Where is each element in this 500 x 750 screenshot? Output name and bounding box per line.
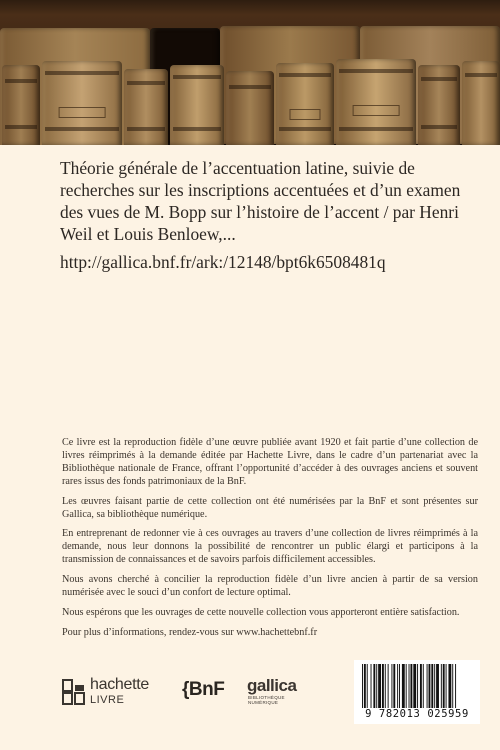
- description-paragraph: Pour plus d’informations, rendez-vous sur www.hachettebnf.fr: [62, 626, 318, 638]
- book-spine: [170, 65, 224, 145]
- barcode-icon: [362, 664, 472, 708]
- barcode-bar: [434, 664, 435, 708]
- hachette-h-icon: [62, 679, 86, 705]
- barcode-bar: [382, 664, 384, 708]
- book-spine: [336, 59, 416, 145]
- book-spine: [418, 65, 460, 145]
- description-paragraph: Ce livre est la reproduction fidèle d’une œuvre publiée avant 1920 et fait partie d’une collection de livres réimprimés à la demande éditée par Hachette Livre, dans le cadre d’un partenariat avec la Bibliothèque nationale de France, offrant l’opportunité d’accéder à des ouvrages anciens et souvent rares issus des fonds patrimoniaux de la BnF.: [62, 437, 478, 487]
- barcode-bar: [385, 664, 386, 708]
- collection-description: [62, 437, 478, 647]
- barcode-bar: [373, 664, 375, 708]
- barcode-bar: [402, 664, 405, 708]
- book-spine: [462, 61, 500, 145]
- hachette-livre-logo: [62, 676, 172, 710]
- book-spine: [276, 63, 334, 145]
- barcode-bar: [431, 664, 433, 708]
- barcode-bar: [364, 664, 366, 708]
- barcode-bar: [429, 664, 431, 708]
- book-spine: [2, 65, 40, 145]
- barcode-bar: [410, 664, 412, 708]
- barcode-bar: [423, 664, 424, 708]
- barcode-bar: [448, 664, 451, 708]
- barcode-bar: [436, 664, 439, 708]
- barcode-bar: [399, 664, 400, 708]
- description-paragraph: Nous espérons que les ouvrages de cette nouvelle collection vous apporteront entière satisfaction.: [62, 606, 460, 618]
- barcode-bar: [388, 664, 389, 708]
- barcode-bar: [417, 664, 418, 708]
- gallica-url[interactable]: http://gallica.bnf.fr/ark:/12148/bpt6k6508481q: [60, 252, 386, 272]
- gallica-logo: [247, 676, 307, 710]
- description-paragraph: En entreprenant de redonner vie à ces ouvrages au travers d’une collection de livres réimprimés à la demande, nous leur donnons la possibilité de rencontrer un public élargi et participons à la transmission de connaissances et de savoirs parfois difficilement accessibles.: [62, 528, 478, 566]
- barcode-bar: [362, 664, 363, 708]
- barcode-bar: [427, 664, 428, 708]
- bnf-logo: {BnF: [182, 679, 225, 700]
- gallica-sub: BIBLIOTHÈQUE NUMÉRIQUE: [248, 695, 285, 705]
- gallica-word: gallica: [247, 676, 297, 695]
- barcode-bar: [367, 664, 368, 708]
- barcode-bar: [393, 664, 395, 708]
- barcode-bar: [452, 664, 453, 708]
- barcode-bar: [406, 664, 407, 708]
- barcode-bar: [413, 664, 416, 708]
- hachette-name: hachette: [90, 676, 149, 693]
- barcode-bar: [420, 664, 422, 708]
- hachette-sub: LIVRE: [90, 694, 125, 706]
- barcode-bar: [446, 664, 447, 708]
- barcode-bar: [409, 664, 410, 708]
- barcode-bar: [397, 664, 398, 708]
- book-spine: [42, 61, 122, 145]
- book-spine: [124, 69, 168, 145]
- barcode-bar: [376, 664, 377, 708]
- description-paragraph: Les œuvres faisant partie de cette collection ont été numérisées par la BnF et sont présentes sur Gallica, sa bibliothèque numérique.: [62, 495, 478, 520]
- description-paragraph: Nous avons cherché à concilier la reproduction fidèle d’un livre ancien à partir de sa version numérisée avec le souci d’un confort de lecture optimal.: [62, 574, 478, 599]
- barcode-bar: [378, 664, 381, 708]
- barcode-bar: [455, 664, 456, 708]
- isbn-number: 9 782013 025959: [365, 708, 469, 720]
- book-title: Théorie générale de l’accentuation latine, suivie de recherches sur les inscriptions accentuées et d’un examen des vues de M. Bopp sur l’histoire de l’accent / par Henri Weil et Louis Benloew,...: [60, 158, 461, 244]
- barcode-bar: [391, 664, 392, 708]
- publisher-logos: [62, 676, 302, 710]
- isbn-barcode: [354, 660, 480, 724]
- barcode-bar: [441, 664, 442, 708]
- book-spines-banner: [0, 0, 500, 145]
- barcode-bar: [371, 664, 372, 708]
- barcode-bar: [443, 664, 445, 708]
- book-spine: [226, 71, 274, 145]
